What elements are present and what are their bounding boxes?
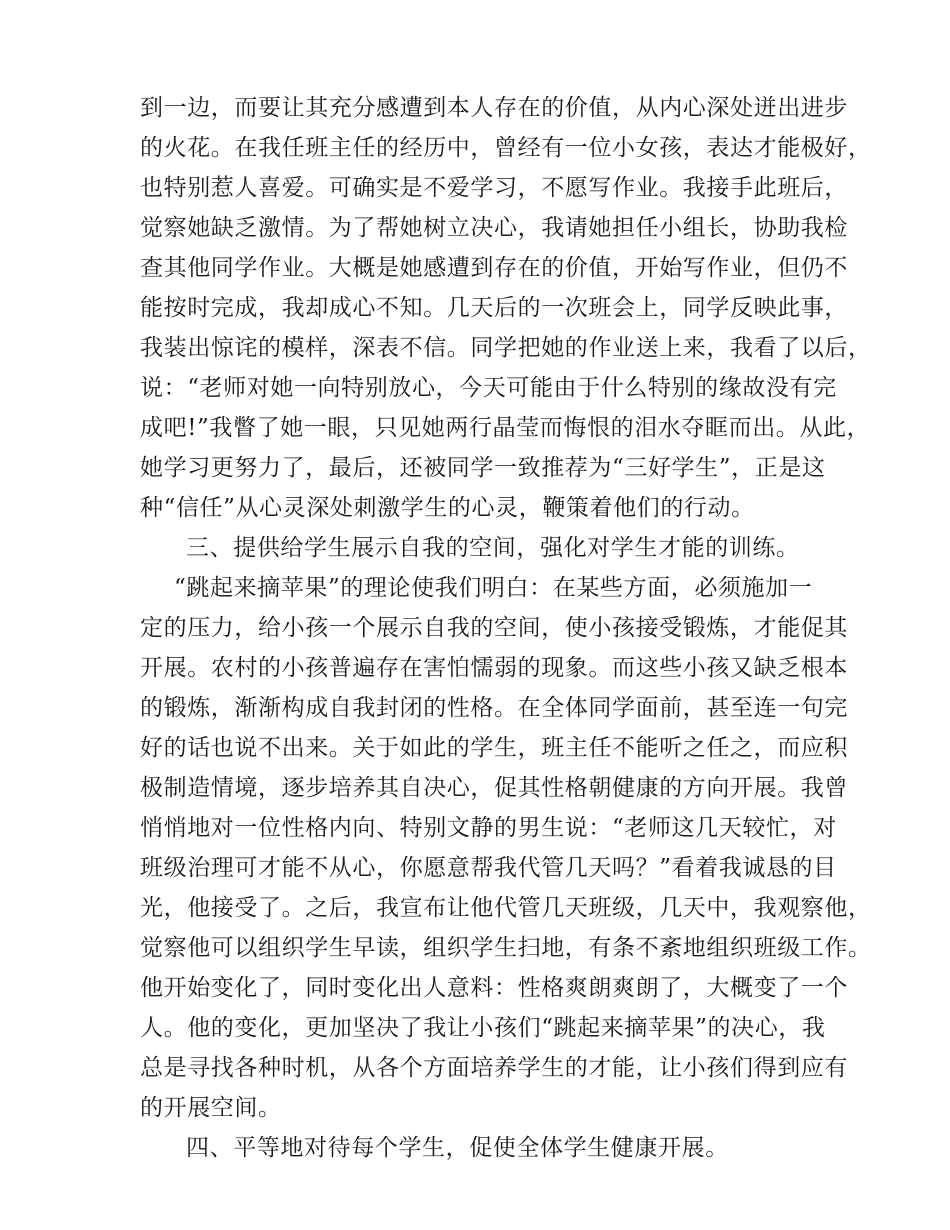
paragraph-line: 觉察他可以组织学生早读，组织学生扫地，有条不紊地组织班级工作。	[140, 935, 872, 961]
paragraph-line: 光，他接受了。之后，我宣布让他代管几天班级，几天中，我观察他，	[140, 895, 872, 921]
paragraph-line: 他开始变化了，同时变化出人意料：性格爽朗爽朗了，大概变了一个	[140, 975, 848, 1001]
paragraph-line: 极制造情境，逐步培养其自决心，促其性格朝健康的方向开展。我曾	[140, 775, 848, 801]
paragraph-line: 开展。农村的小孩普遍存在害怕懦弱的现象。而这些小孩又缺乏根本	[140, 655, 848, 681]
paragraph-line: “跳起来摘苹果”的理论使我们明白：在某些方面，必须施加一	[174, 575, 813, 601]
paragraph-line: 也特别惹人喜爱。可确实是不爱学习，不愿写作业。我接手此班后，	[140, 175, 848, 201]
paragraph-line: 定的压力，给小孩一个展示自我的空间，使小孩接受锻炼，才能促其	[140, 615, 848, 641]
paragraph-line: 的锻炼，渐渐构成自我封闭的性格。在全体同学面前，甚至连一句完	[140, 695, 848, 721]
paragraph-line: 查其他同学作业。大概是她感遭到存在的价值，开始写作业，但仍不	[140, 255, 848, 281]
paragraph-line: 能按时完成，我却成心不知。几天后的一次班会上，同学反映此事，	[140, 295, 848, 321]
paragraph-line: 我装出惊诧的模样，深表不信。同学把她的作业送上来，我看了以后，	[140, 335, 872, 361]
paragraph-line: 她学习更努力了，最后，还被同学一致推荐为“三好学生”，正是这	[140, 455, 826, 481]
paragraph-line: 班级治理可才能不从心，你愿意帮我代管几天吗？”看着我诚恳的目	[140, 855, 837, 881]
paragraph-line: 人。他的变化，更加坚决了我让小孩们“跳起来摘苹果”的决心，我	[140, 1015, 826, 1041]
section-heading: 四、平等地对待每个学生，促使全体学生健康开展。	[186, 1135, 729, 1161]
paragraph-line: 总是寻找各种时机，从各个方面培养学生的才能，让小孩们得到应有	[140, 1055, 848, 1081]
paragraph-line: 的火花。在我任班主任的经历中，曾经有一位小女孩，表达才能极好，	[140, 135, 872, 161]
paragraph-line: 觉察她缺乏激情。为了帮她树立决心，我请她担任小组长，协助我检	[140, 215, 848, 241]
paragraph-line: 好的话也说不出来。关于如此的学生，班主任不能听之任之，而应积	[140, 735, 848, 761]
paragraph-line: 种“信任”从心灵深处刺激学生的心灵，鞭策着他们的行动。	[140, 495, 755, 521]
paragraph-line: 成吧!”我瞥了她一眼，只见她两行晶莹而悔恨的泪水夺眶而出。从此，	[140, 415, 871, 441]
paragraph-line: 到一边，而要让其充分感遭到本人存在的价值，从内心深处迸出进步	[140, 95, 848, 121]
paragraph-line: 的开展空间。	[140, 1095, 282, 1121]
section-heading: 三、提供给学生展示自我的空间，强化对学生才能的训练。	[186, 535, 800, 561]
paragraph-line: 说：“老师对她一向特别放心，今天可能由于什么特别的缘故没有完	[140, 375, 837, 401]
paragraph-line: 悄悄地对一位性格内向、特别文静的男生说：“老师这几天较忙，对	[140, 815, 837, 841]
